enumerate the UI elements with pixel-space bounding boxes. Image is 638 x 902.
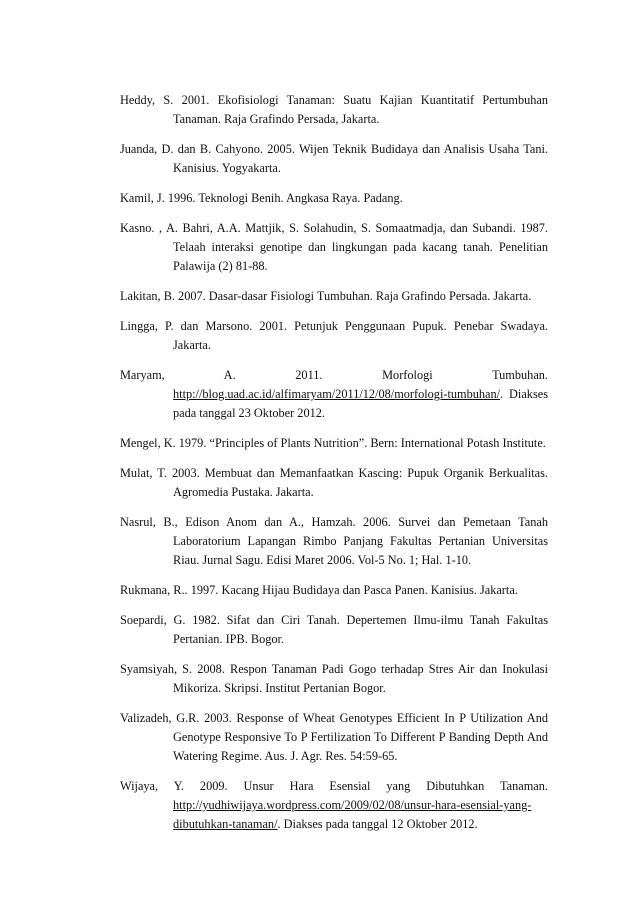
reference-juanda: Juanda, D. dan B. Cahyono. 2005. Wijen Teknik Budidaya dan Analisis Usaha Tani. Kanisius. Yogyakarta.	[120, 142, 548, 175]
reference-soepardi: Soepardi, G. 1982. Sifat dan Ciri Tanah. Depertemen Ilmu-ilmu Tanah Fakultas Pertanian. IPB. Bogor.	[120, 613, 548, 646]
reference-syamsiyah: Syamsiyah, S. 2008. Respon Tanaman Padi Gogo terhadap Stres Air dan Inokulasi Mikoriza. Skripsi. Institut Pertanian Bogor.	[120, 662, 548, 695]
reference-heddy: Heddy, S. 2001. Ekofisiologi Tanaman: Suatu Kajian Kuantitatif Pertumbuhan Tanaman. Raja Grafindo Persada, Jakarta.	[120, 93, 548, 126]
reference-wijaya-accessed: . Diakses pada tanggal 12 Oktober 2012.	[277, 817, 478, 831]
reference-mulat: Mulat, T. 2003. Membuat dan Memanfaatkan Kascing: Pupuk Organik Berkualitas. Agromedia Pustaka. Jakarta.	[120, 466, 548, 499]
reference-kamil: Kamil, J. 1996. Teknologi Benih. Angkasa Raya. Padang.	[120, 191, 403, 205]
reference-wijaya-text: Wijaya, Y. 2009. Unsur Hara Esensial yang Dibutuhkan Tanaman.	[120, 779, 548, 793]
reference-wijaya	[120, 777, 548, 834]
reference-mengel: Mengel, K. 1979. “Principles of Plants Nutrition”. Bern: International Potash Institute.	[120, 436, 546, 450]
reference-wijaya-link[interactable]: http://yudhiwijaya.wordpress.com/2009/02/08/unsur-hara-esensial-yang-dibutuhkan-tanaman/	[173, 798, 532, 831]
reference-maryam-link[interactable]: http://blog.uad.ac.id/alfimaryam/2011/12/08/morfologi-tumbuhan/	[173, 387, 501, 401]
reference-lingga: Lingga, P. dan Marsono. 2001. Petunjuk Penggunaan Pupuk. Penebar Swadaya. Jakarta.	[120, 319, 548, 352]
reference-maryam-text: Maryam, A. 2011. Morfologi Tumbuhan.	[120, 368, 548, 382]
reference-valizadeh: Valizadeh, G.R. 2003. Response of Wheat Genotypes Efficient In P Utilization And Genotype Responsive To P Fertilization To Different P Banding Depth And Watering Regime. Aus. J. Agr. Res. 54:59-65.	[120, 711, 548, 763]
reference-kasno: Kasno. , A. Bahri, A.A. Mattjik, S. Solahudin, S. Somaatmadja, dan Subandi. 1987. Telaah interaksi genotipe dan lingkungan pada kacang tanah. Penelitian Palawija (2) 81-88.	[120, 221, 548, 273]
reference-maryam	[120, 366, 548, 423]
reference-rukmana: Rukmana, R.. 1997. Kacang Hijau Budidaya dan Pasca Panen. Kanisius. Jakarta.	[120, 583, 518, 597]
reference-lakitan: Lakitan, B. 2007. Dasar-dasar Fisiologi Tumbuhan. Raja Grafindo Persada. Jakarta.	[120, 289, 532, 303]
reference-list	[120, 91, 548, 845]
reference-nasrul: Nasrul, B., Edison Anom dan A., Hamzah. 2006. Survei dan Pemetaan Tanah Laboratorium Lapangan Rimbo Panjang Fakultas Pertanian Universitas Riau. Jurnal Sagu. Edisi Maret 2006. Vol-5 No. 1; Hal. 1-10.	[120, 515, 548, 567]
reference-maryam-accessed: . Diakses pada tanggal 23 Oktober 2012.	[173, 387, 548, 420]
